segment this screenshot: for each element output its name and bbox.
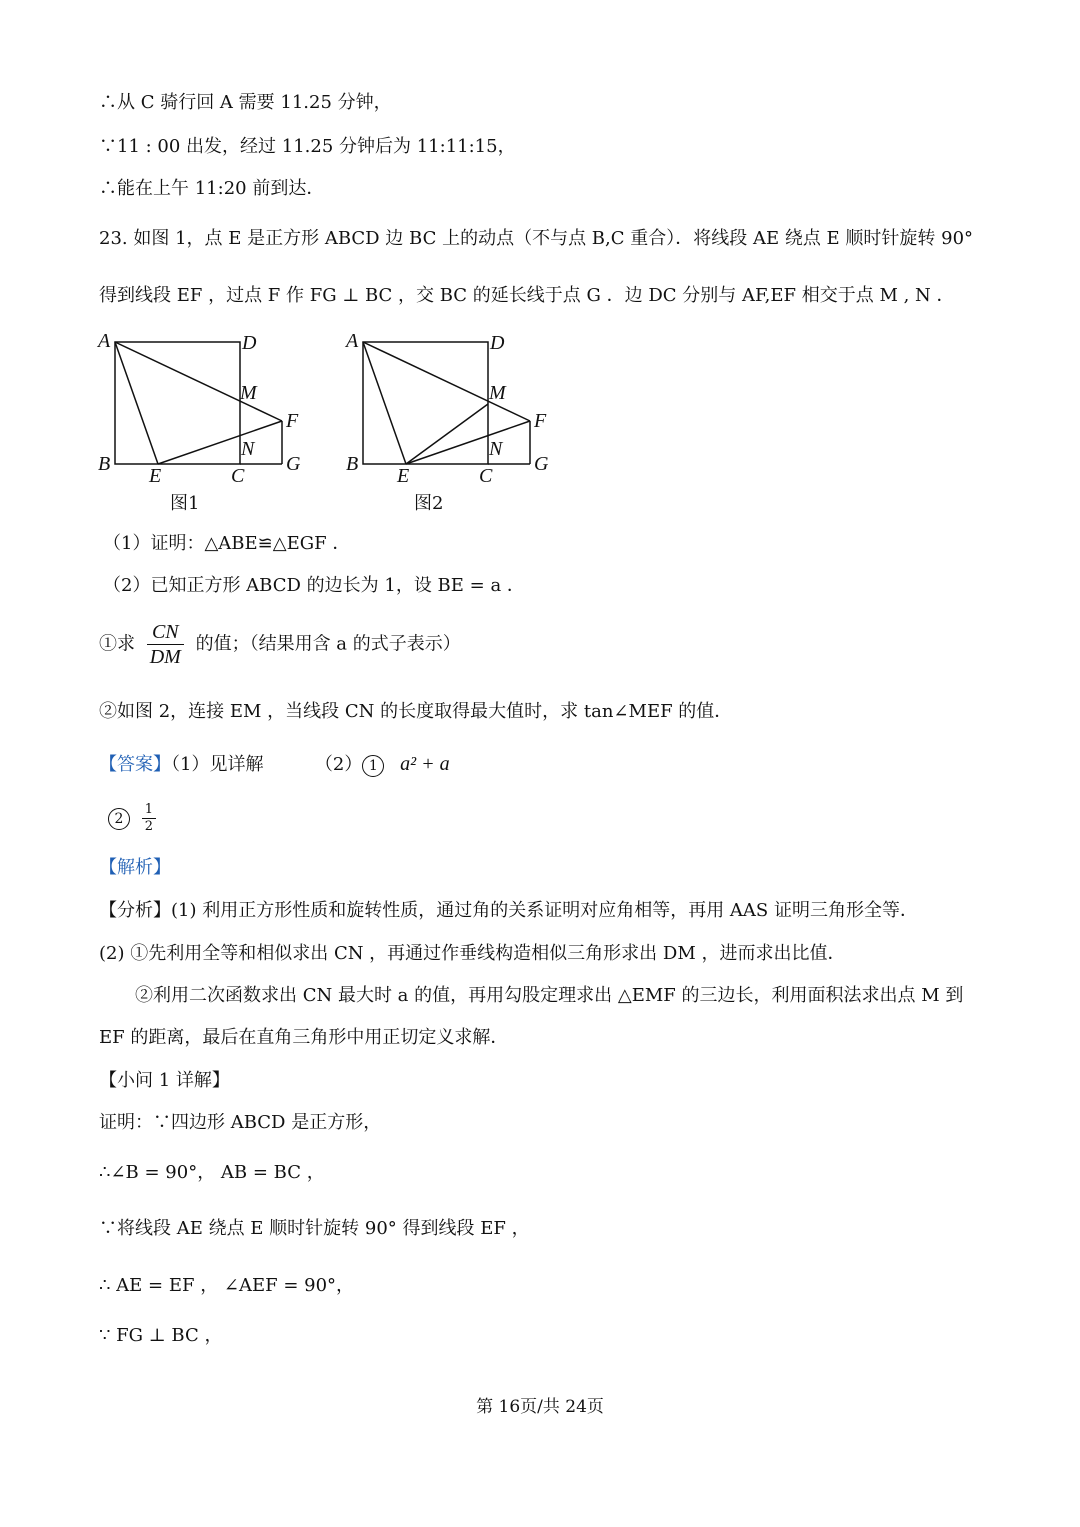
analysis-line: ②利用二次函数求出 CN 最大时 a 的值，再用勾股定理求出 △EMF 的三边长，利用面积法求出点 M 到 — [135, 985, 964, 1006]
label-F: F — [286, 410, 299, 432]
part-1: （1）证明：△ABE≌△EGF ． — [103, 533, 351, 554]
label-B: B — [98, 453, 111, 475]
figure-2 — [338, 325, 568, 520]
label-A: A — [346, 330, 359, 352]
label-N: N — [489, 438, 503, 460]
answer-tag: 【答案】 — [99, 754, 171, 775]
proof-line: 证明：∵四边形 ABCD 是正方形， — [99, 1112, 382, 1133]
label-C: C — [479, 465, 493, 487]
page-footer: 第 16页/共 24页 — [476, 1397, 604, 1417]
label-D: D — [242, 332, 257, 354]
part-2-2: ②如图 2，连接 EM ，当线段 CN 的长度取得最大值时，求 tan∠MEF 的值． — [99, 701, 733, 722]
question-23-line2: 得到线段 EF ，过点 F 作 FG ⊥ BC ，交 BC 的延长线于点 G ．边 DC 分别与 AF,EF 相交于点 M , N ． — [99, 285, 955, 306]
text-line: ∵11 : 00 出发，经过 11.25 分钟后为 11:11:15， — [99, 136, 516, 157]
part-2: （2）已知正方形 ABCD 的边长为 1，设 BE = a ． — [103, 575, 525, 596]
proof-line: ∵ FG ⊥ BC ， — [99, 1325, 223, 1346]
fraction-cn-dm: $\frac{CN}{DM}$ — [147, 620, 184, 669]
text-line: ∴从 C 骑行回 A 需要 11.25 分钟， — [99, 92, 392, 113]
analysis-line: EF 的距离，最后在直角三角形中用正切定义求解． — [99, 1027, 509, 1048]
caption-fig1: 图1 — [170, 493, 200, 514]
proof-line: ∴∠B = 90°， AB = BC ， — [99, 1162, 325, 1183]
label-G: G — [286, 453, 301, 475]
label-M: M — [240, 382, 257, 404]
label-A: A — [98, 330, 111, 352]
proof-line: ∴ AE = EF ， ∠AEF = 90°， — [99, 1275, 355, 1296]
label-G: G — [534, 453, 549, 475]
figure-1 — [90, 325, 320, 520]
label-C: C — [231, 465, 245, 487]
answer-line-2 — [108, 802, 162, 834]
part-2-1: ①求 $\frac{CN}{DM}$ 的值；（结果用含 a 的式子表示） — [99, 621, 461, 668]
label-E: E — [149, 465, 162, 487]
label-F: F — [534, 410, 547, 432]
circled-number: 1 — [362, 755, 384, 777]
label-N: N — [241, 438, 255, 460]
analysis-tag: 【解析】 — [99, 857, 171, 878]
caption-fig2: 图2 — [414, 493, 444, 514]
label-E: E — [397, 465, 410, 487]
label-M: M — [489, 382, 506, 404]
label-B: B — [346, 453, 359, 475]
sub-question-heading: 【小问 1 详解】 — [99, 1070, 230, 1091]
question-23-line1: 23. 如图 1，点 E 是正方形 ABCD 边 BC 上的动点（不与点 B,C 重合）．将线段 AE 绕点 E 顺时针旋转 90° — [99, 228, 974, 249]
fraction-half: $\frac{1}{2}$ — [142, 802, 156, 834]
proof-line: ∵将线段 AE 绕点 E 顺时针旋转 90° 得到线段 EF ， — [99, 1218, 530, 1239]
text-line: ∴能在上午 11:20 前到达． — [99, 178, 325, 199]
label-D: D — [490, 332, 505, 354]
circled-number: 2 — [108, 808, 130, 830]
analysis-line: 【分析】(1) 利用正方形性质和旋转性质，通过角的关系证明对应角相等，再用 AAS 证明三角形全等． — [99, 900, 918, 921]
answer-line: 【答案】（1）见详解 （2） 1 a² + a — [99, 753, 450, 775]
analysis-line: (2) ①先利用全等和相似求出 CN ，再通过作垂线构造相似三角形求出 DM ，进而求出比值． — [99, 943, 846, 964]
